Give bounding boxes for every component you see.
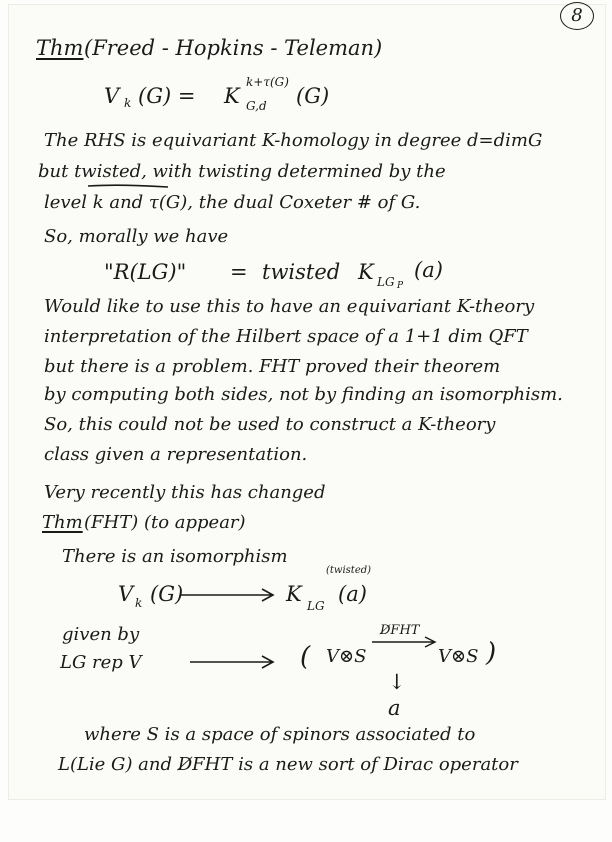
moral-k-sub: LG — [377, 275, 395, 289]
given-by: given by — [62, 624, 140, 645]
moral-lhs: "R(LG)" — [104, 260, 187, 284]
iso-lhs-sub: k — [135, 596, 143, 610]
iso-lhs: V — [118, 582, 134, 606]
formula-rhs-arg: (G) — [296, 84, 330, 108]
moral-rhs-word: twisted — [262, 260, 341, 284]
paragraph4-line2: L(Lie G) and D̸FHT is a new sort of Dirac operator — [58, 754, 518, 775]
page-number: 8 — [560, 2, 594, 30]
paragraph3: Very recently this has changed — [44, 482, 326, 503]
paragraph2-line1: Would like to use this to have an equivariant K-theory — [44, 296, 535, 317]
moral-arg: (a) — [414, 258, 443, 282]
iso-rhs: K — [286, 582, 302, 606]
map-lhs: LG rep V — [60, 652, 142, 673]
iso-rhs-sub: LG — [307, 599, 325, 613]
formula-lhs-arg: (G) = — [138, 84, 196, 108]
formula-lhs-sub: k — [124, 96, 132, 110]
paragraph1-line1: The RHS is equivariant K-homology in degree d=dimG — [44, 130, 543, 151]
map-left: V⊗S — [326, 646, 367, 667]
paragraph1-line2: but twisted, with twisting determined by the — [38, 161, 446, 182]
paragraph1-line4: So, morally we have — [44, 226, 229, 247]
iso-rhs-sup: (twisted) — [326, 565, 372, 576]
theorem-attribution: (Freed - Hopkins - Teleman) — [84, 36, 383, 60]
paragraph2-line6: class given a representation. — [44, 444, 308, 465]
formula-rhs: K — [224, 84, 240, 108]
iso-intro: There is an isomorphism — [62, 546, 288, 567]
theorem2-rest: (FHT) (to appear) — [84, 512, 246, 533]
map-right: V⊗S — [438, 646, 479, 667]
paragraph2-line4: by computing both sides, not by finding an isomorphism. — [44, 384, 563, 405]
moral-k-subsub: P — [397, 281, 404, 291]
moral-eq: = — [230, 260, 248, 284]
formula-rhs-sub: G,d — [246, 99, 267, 113]
moral-k: K — [358, 260, 374, 284]
paragraph1-line3: level k and τ(G), the dual Coxeter # of G. — [44, 192, 421, 213]
theorem2-label: Thm — [42, 512, 83, 533]
paragraph2-line3: but there is a problem. FHT proved their theorem — [44, 356, 501, 377]
map-target: a — [388, 696, 401, 720]
map-down-arrow: ↓ — [388, 670, 406, 694]
map-operator: D̸FHT — [380, 623, 420, 638]
paragraph2-line2: interpretation of the Hilbert space of a 1+1 dim QFT — [44, 326, 528, 347]
iso-lhs-arg: (G) — [150, 582, 184, 606]
formula-lhs: V — [104, 84, 120, 108]
map-paren-close: ) — [486, 638, 497, 668]
paragraph2-line5: So, this could not be used to construct a K-theory — [44, 414, 496, 435]
iso-rhs-arg: (a) — [338, 582, 367, 606]
paragraph4-line1: where S is a space of spinors associated to — [84, 724, 476, 745]
theorem-label: Thm — [36, 36, 84, 60]
map-paren-open: ( — [300, 642, 311, 672]
formula-rhs-sup: k+τ(G) — [246, 75, 289, 89]
